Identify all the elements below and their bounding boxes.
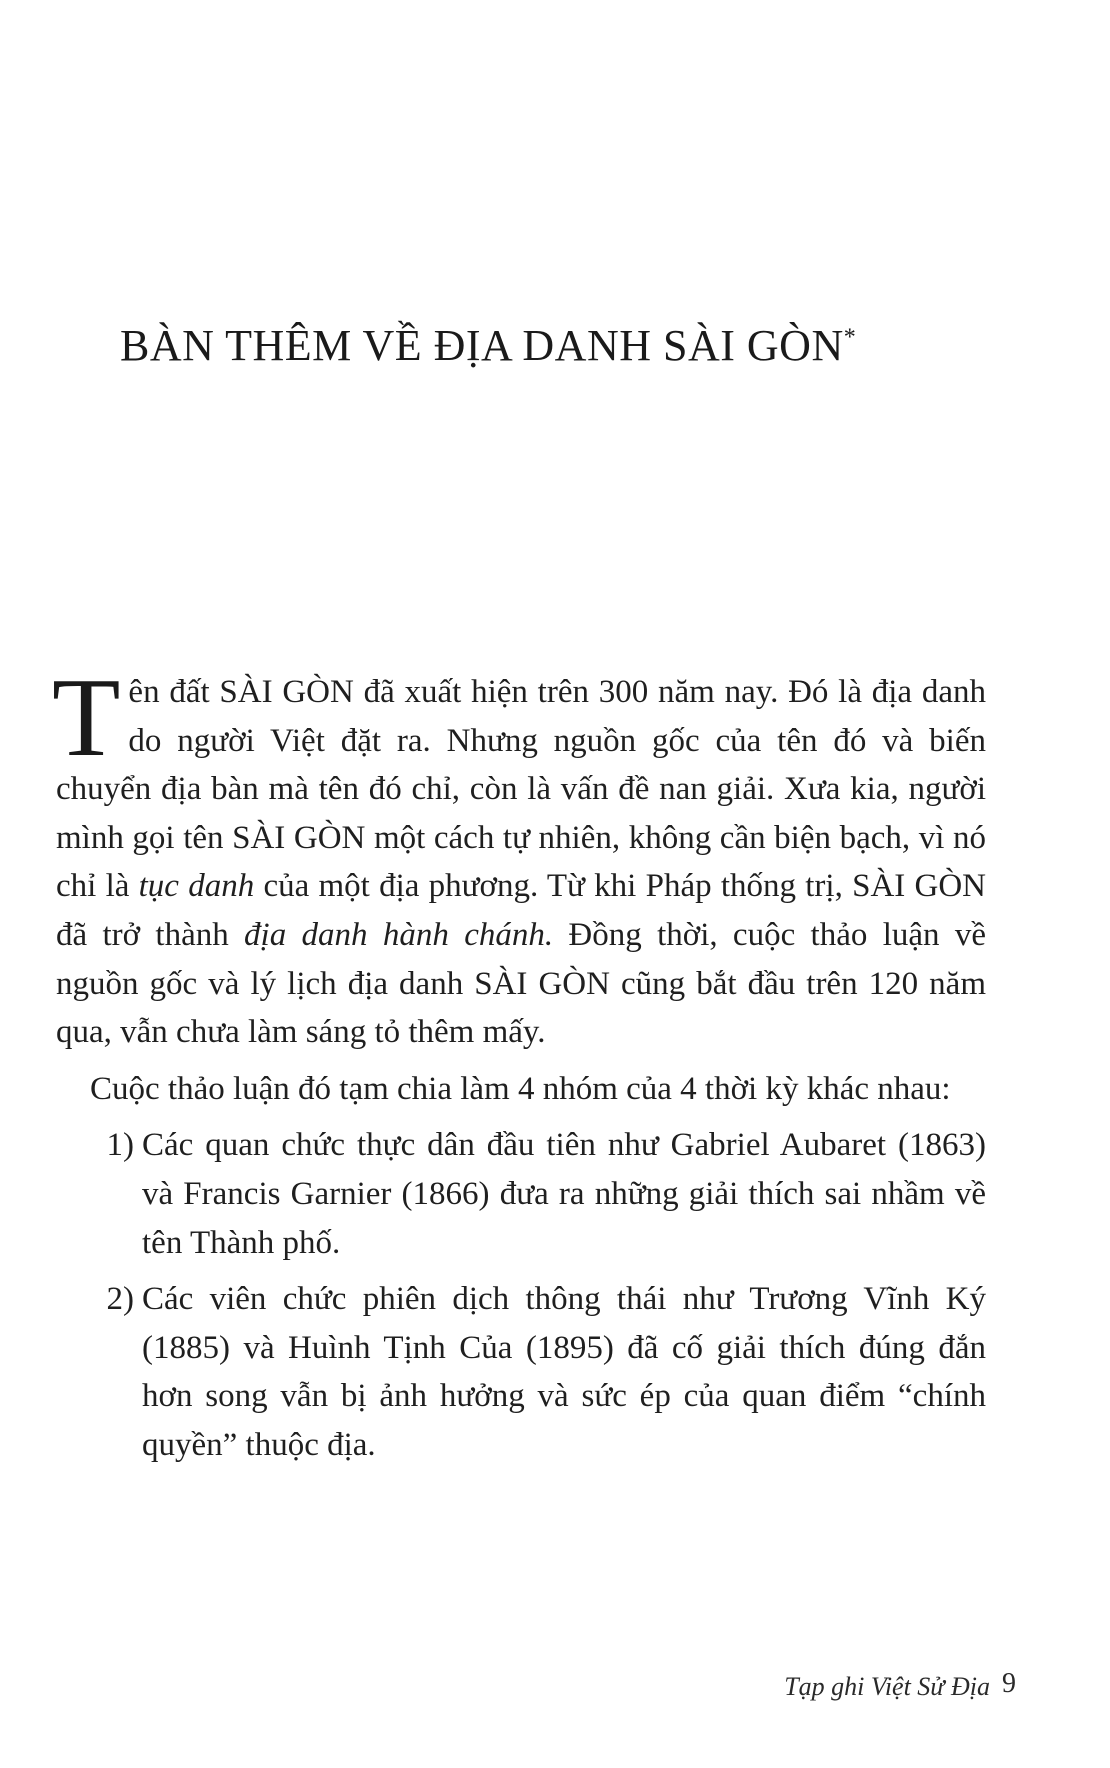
intro-emphasis-1: tục danh	[138, 868, 255, 905]
intro-text-2: của một địa phương. Từ khi Pháp thống trị, SÀI GÒN đã trở thành	[56, 868, 987, 953]
paragraph-intro	[52, 656, 987, 1057]
page-number: 9	[1002, 1668, 1016, 1699]
list-item-number: 2)	[106, 1281, 134, 1318]
running-footer: Tạp ghi Việt Sử Địa	[784, 1672, 990, 1701]
list-item-number: 1)	[106, 1127, 134, 1164]
intro-emphasis-2: địa danh hành chánh.	[244, 916, 554, 953]
paragraph-groups: Cuộc thảo luận đó tạm chia làm 4 nhóm của 4 thời kỳ khác nhau:	[90, 1070, 951, 1107]
list-item-text: Các viên chức phiên dịch thông thái như Trương Vĩnh Ký (1885) và Huình Tịnh Của (1895) đã cố giải thích đúng đắn hơn song vẫn bị ảnh hưởng và sức ép của quan điểm “chính quyền” thuộc địa.	[142, 1281, 986, 1463]
body-text	[52, 656, 987, 1470]
footnote-mark: *	[843, 324, 857, 351]
chapter-title-text: BÀN THÊM VỀ ĐỊA DANH SÀI GÒN	[120, 321, 844, 370]
chapter-title	[120, 320, 1000, 371]
intro-text-1: ên đất SÀI GÒN đã xuất hiện trên 300 năm nay. Đó là địa danh do người Việt đặt ra. Nhưng nguồn gốc của tên đó và biến chuyển địa bàn mà tên đó chỉ, còn là vấn đề nan giải. Xưa kia, người mình gọi tên SÀI GÒN một cách tự nhiên, không cần biện bạch, vì nó chỉ là	[56, 674, 986, 905]
drop-cap: T	[52, 656, 121, 780]
list-item	[56, 1275, 986, 1469]
intro-text-3: Đồng thời, cuộc thảo luận về nguồn gốc và lý lịch địa danh SÀI GÒN cũng bắt đầu trên 120 năm qua, vẫn chưa làm sáng tỏ thêm mấy.	[56, 916, 986, 1051]
list-item	[56, 1121, 986, 1267]
list-item-text: Các quan chức thực dân đầu tiên như Gabriel Aubaret (1863) và Francis Garnier (1866) đưa ra những giải thích sai nhầm về tên Thành phố.	[142, 1127, 986, 1261]
